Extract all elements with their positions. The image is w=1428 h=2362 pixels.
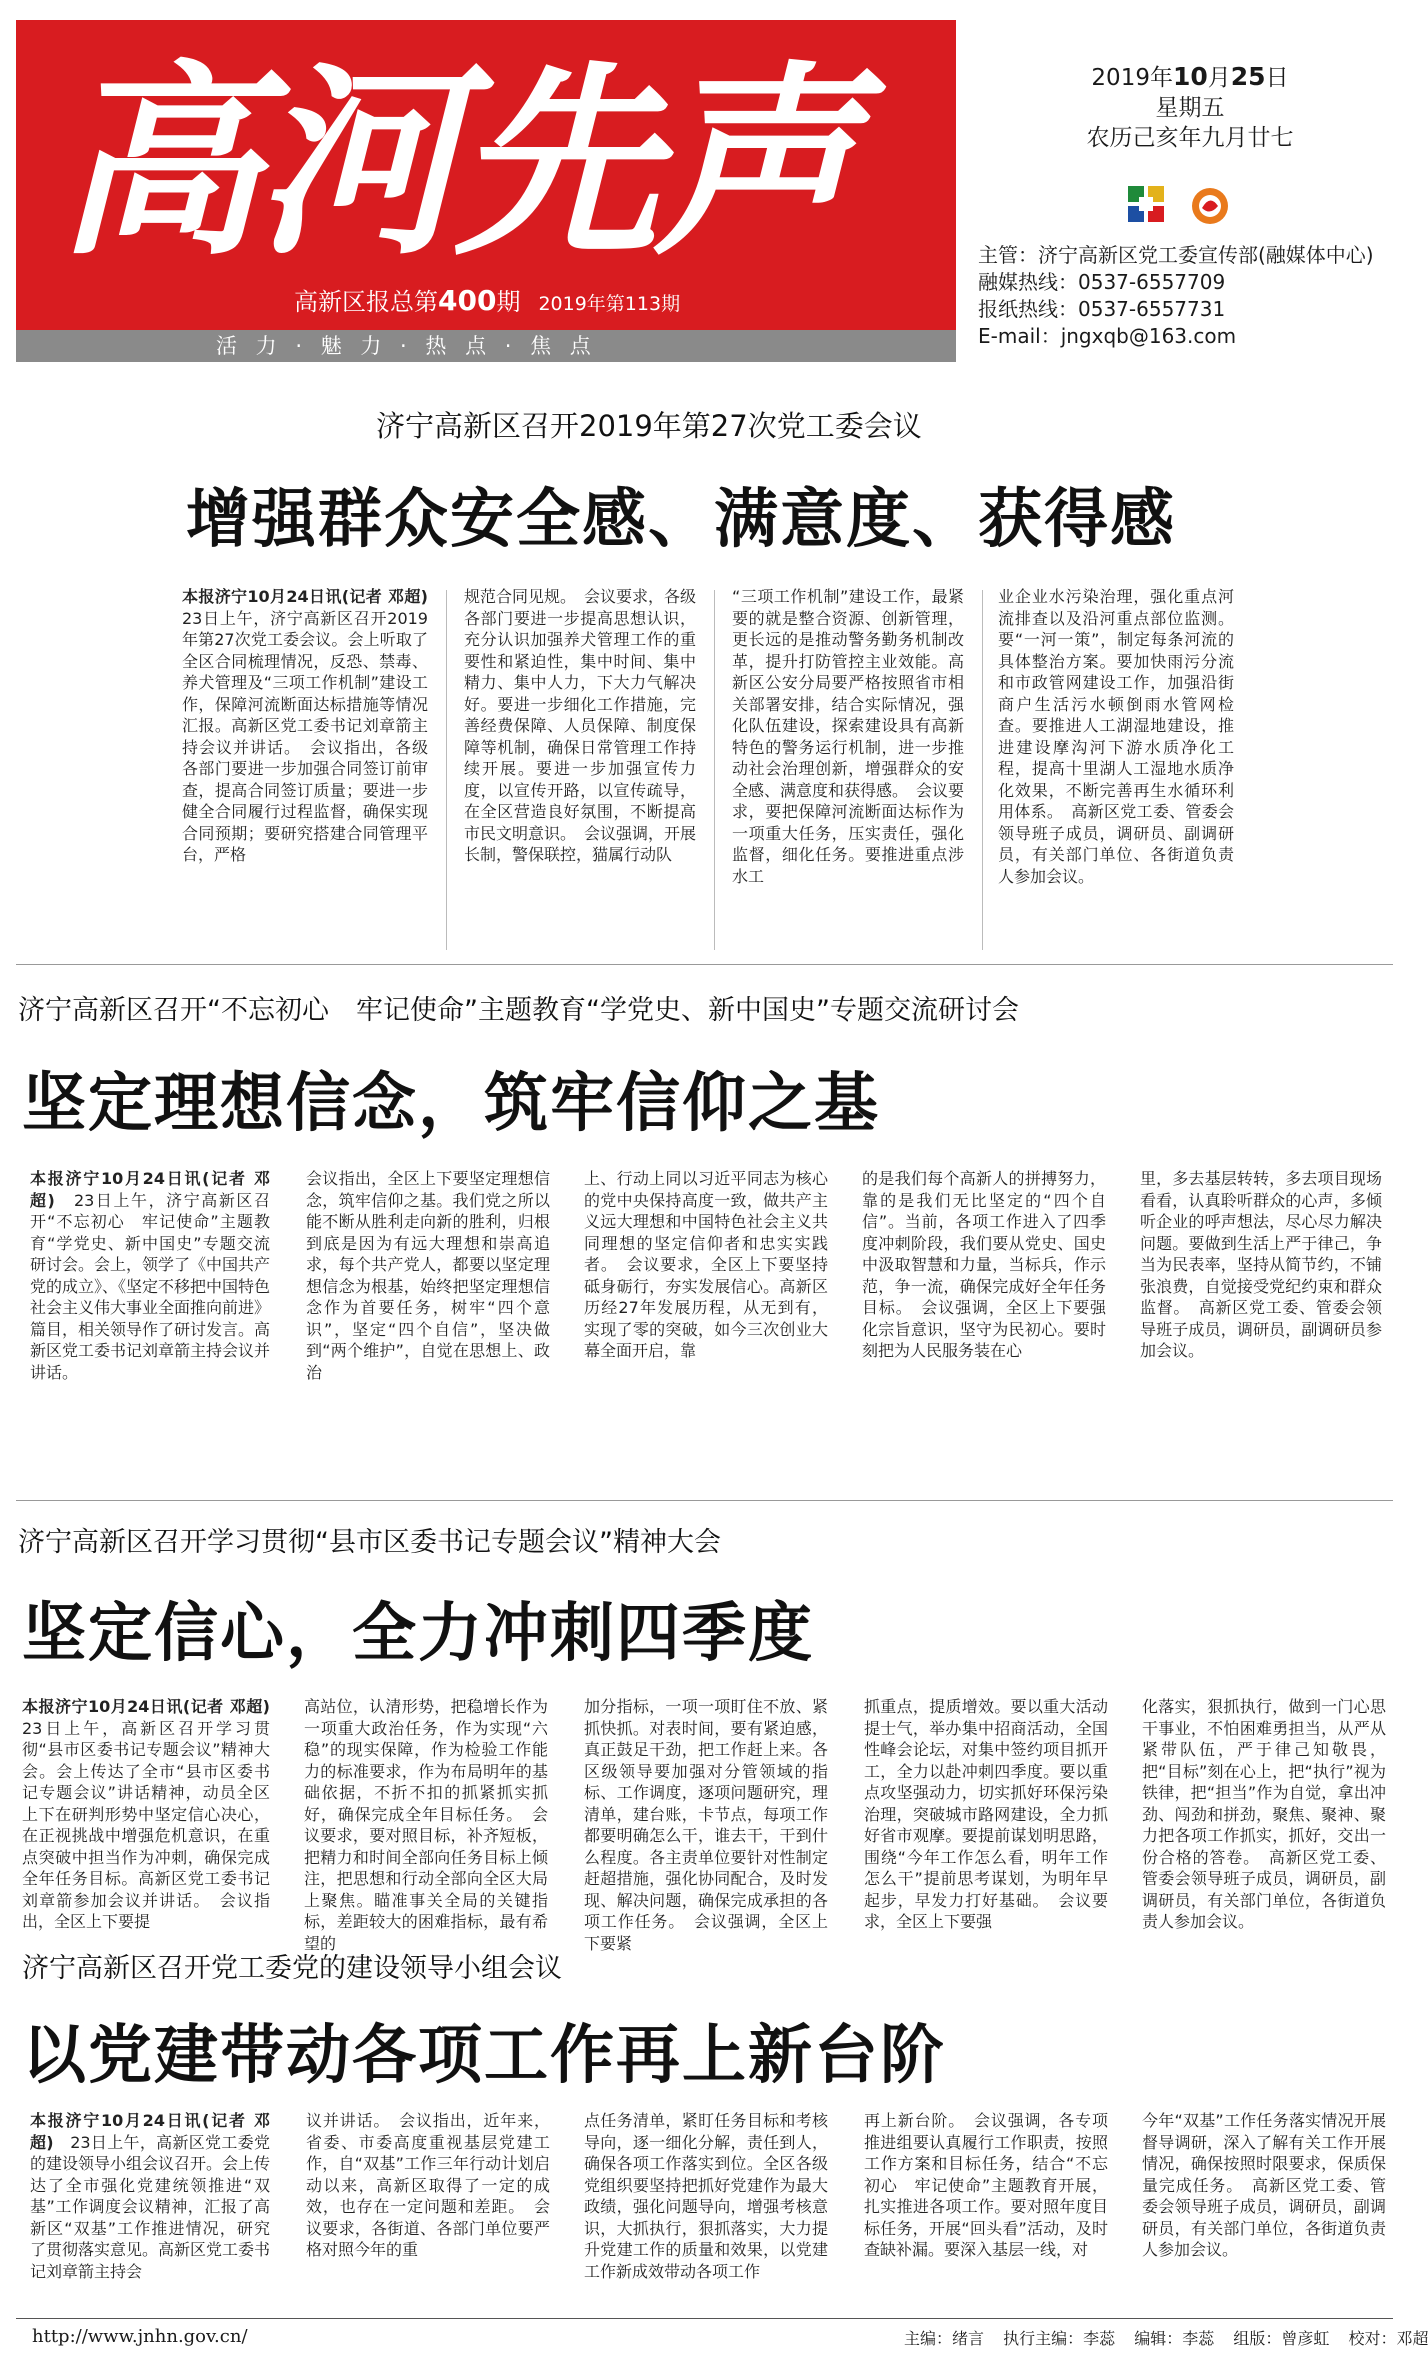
article2-headline: 坚定理想信念，筑牢信仰之基 [22,1067,880,1141]
article2-col1: 本报济宁10月24日讯(记者 邓超) 23日上午，济宁高新区召开“不忘初心 牢记使命”主题教育“学党史、新中国史”专题交流研讨会。会上，领学了《中国共产党的成立》、《坚定不移把中国特色社会主义伟大事业全面推向前进》篇目，相关领导作了研讨发言。高新区党工委书记刘章箭主持会议并讲话。 [30,1169,271,1382]
article1-col4: 业企业水污染治理，强化重点河流排查以及沿河重点部位监测。要“一河一策”，制定每条河流的具体整治方案。要加快雨污分流和市政管网建设工作，加强沿街商户生活污水顿倒雨水管网检查。要推进人工湖湿地建设，推进建设摩沟河下游水质净化工程，提高十里湖人工湿地水质净化效果，不断完善再生水循环利用体系。 高新区党工委、管委会领导班子成员，调研员、副调研员，有关部门单位、各街道负责人参加会议。 [998,587,1234,886]
article2-kicker: 济宁高新区召开“不忘初心 牢记使命”主题教育“学党史、新中国史”专题交流研讨会 [18,995,1019,1026]
article2-col2: 会议指出，全区上下要坚定理想信念，筑牢信仰之基。我们党之所以能不断从胜利走向新的胜利，归根到底是因为有远大理想和崇高追求，每个共产党人，都要以坚定理想信念为根基，始终把坚定理想信念作为首要任务，树牢“四个意识”，坚定“四个自信”，坚决做到“两个维护”，自觉在思想上、政治 [306,1169,550,1382]
article1-byline: 本报济宁10月24日讯(记者 邓超) [182,587,428,606]
article1-col3: “三项工作机制”建设工作，最紧要的就是整合资源、创新管理，更长远的是推动警务勤务机制改革，提升打防管控主业效能。高新区公安分局要严格按照省市相关部署安排，结合实际情况，强化队伍建设，探索建设具有高新特色的警务运行机制，进一步推动社会治理创新，增强群众的安全感、满意度和获得感。 会议要求，要把保障河流断面达标作为一项重大任务，压实责任，强化监督，细化任务。要推进重点涉水工 [732,587,965,886]
article4-kicker: 济宁高新区召开党工委党的建设领导小组会议 [22,1953,562,1984]
party-logo-icon [1128,186,1164,222]
section-rule [16,1500,1393,1501]
article3-byline: 本报济宁10月24日讯(记者 邓超) [22,1697,270,1716]
article4-col5: 今年“双基”工作任务落实情况开展督导调研，深入了解有关工作开展情况，确保按照时限要求，保质保量完成任务。 高新区党工委、管委会领导班子成员，调研员，副调研员，有关部门单位，各街道负责人参加会议。 [1142,2111,1386,2259]
article2-col4: 的是我们每个高新人的拼搏努力，靠的是我们无比坚定的“四个自信”。当前，各项工作进入了四季度冲刺阶段，我们要从党史、国史中汲取智慧和力量，当标兵，作示范，争一流，确保完成好全年任务目标。 会议强调，全区上下要强化宗旨意识，坚守为民初心。要时刻把为人民服务装在心 [862,1169,1106,1360]
article4-col2: 议并讲话。 会议指出，近年来，省委、市委高度重视基层党建工作，自“双基”工作三年行动计划启动以来，高新区取得了一定的成效，也存在一定问题和差距。 会议要求，各街道、各部门单位要严格对照今年的重 [306,2111,550,2259]
column-divider [446,590,447,950]
article4-headline: 以党建带动各项工作再上新台阶 [22,2019,946,2093]
section-rule [16,964,1393,965]
article1-headline: 增强群众安全感、满意度、获得感 [186,483,1176,557]
credit-layout: 组版：曾彦虹 [1233,2329,1330,2348]
article2-col3: 上、行动上同以习近平同志为核心的党中央保持高度一致，做共产主义远大理想和中国特色社会主义共同理想的坚定信仰者和忠实实践者。 会议要求，全区上下要坚持砥身砺行，夯实发展信心。高新区历经27年发展历程，从无到有，实现了零的突破，如今三次创业大幕全面开启，靠 [584,1169,828,1360]
article4-col3: 点任务清单，紧盯任务目标和考核导向，逐一细化分解，责任到人，确保各项工作落实到位。全区各级党组织要坚持把抓好党建作为最大政绩，强化问题导向，增强考核意识，大抓执行，狠抓落实，大力提升党建工作的质量和效果，以党建工作新成效带动各项工作 [584,2111,828,2281]
issue-info: 高新区报总第400期 2019年第113期 [294,284,681,317]
slogan-bar [16,330,956,362]
article3-col5: 化落实，狠抓执行，做到一门心思干事业，不怕困难勇担当，从严从紧带队伍，严于律己知敬畏，把“目标”刻在心上，把“执行”视为铁律，把“担当”作为自觉，拿出冲劲、闯劲和拼劲，聚焦、聚神、聚力把各项工作抓实，抓好，交出一份合格的答卷。 高新区党工委、管委会领导班子成员，调研员，副调研员，有关部门单位，各街道负责人参加会议。 [1142,1697,1386,1931]
credit-editor: 编辑：李蕊 [1134,2329,1215,2348]
year-issue: 2019年第113期 [538,293,681,315]
slogan: 活 力 · 魅 力 · 热 点 · 焦 点 [216,334,597,358]
footer-url-link[interactable]: http://www.jnhn.gov.cn/ [32,2326,248,2347]
article1-col1: 本报济宁10月24日讯(记者 邓超) 23日上午，济宁高新区召开2019年第27次党工委会议。会上听取了全区合同梳理情况，反恐、禁毒、养犬管理及“三项工作机制”建设工作，保障河流断面达标措施等情况汇报。高新区党工委书记刘章箭主持会议并讲话。 会议指出，各级各部门要进一步加强合同签订前审查，提高合同签订质量；要进一步健全合同履行过程监督，确保实现合同预期；要研究搭建合同管理平台，严格 [182,587,428,864]
article4-col1: 本报济宁10月24日讯(记者 邓超) 23日上午，高新区党工委党的建设领导小组会议召开。会上传达了全市强化党建统领推进“双基”工作调度会议精神，汇报了高新区“双基”工作推进情况，研究了贯彻落实意见。高新区党工委书记刘章箭主持会 [30,2111,271,2281]
date-line: 2019年10月25日 [1091,62,1289,91]
article1-kicker: 济宁高新区召开2019年第27次党工委会议 [376,409,922,443]
lunar-date: 农历己亥年九月廿七 [1086,125,1294,151]
column-divider [982,590,983,950]
article1-col2: 规范合同见规。 会议要求，各级各部门要进一步提高思想认识，充分认识加强养犬管理工作的重要性和紧迫性，集中时间、集中精力、集中人力，下大力气解决好。要进一步细化工作措施，完善经费保障、人员保障、制度保障等机制，确保日常管理工作持续开展。要进一步加强宣传力度，以宣传开路，以宣传疏导，在全区营造良好氛围，不断提高市民文明意识。 会议强调，开展长制，警保联控，猫属行动队 [464,587,697,864]
article3-col1: 本报济宁10月24日讯(记者 邓超) 23日上午，高新区召开学习贯彻“县市区委书记专题会议”精神大会。会上传达了全市“县市区委书记专题会议”讲话精神，动员全区上下在研判形势中坚定信心决心，在正视挑战中增强危机意识，在重点突破中担当作为冲刺，确保完成全年任务目标。高新区党工委书记刘章箭参加会议并讲话。 会议指出，全区上下要提 [22,1697,270,1931]
article2-byline: 本报济宁10月24日讯(记者 邓超) [30,1169,270,1210]
issue-number: 400 [438,284,497,317]
masthead-title: 高河先声 [56,43,852,283]
footer-rule [16,2318,1393,2319]
article3-col3: 加分指标，一项一项盯住不放、紧抓快抓。对表时间，要有紧迫感，真正鼓足干劲，把工作赶上来。各区级领导要加强对分管领域的指标、工作调度，逐项问题研究，理清单，建台账，卡节点，每项工作都要明确怎么干，谁去干，干到什么程度。各主责单位要针对性制定赶超措施，强化协同配合，及时发现、解决问题，确保完成承担的各项工作任务。 会议强调，全区上下要紧 [584,1697,828,1953]
article2-col5: 里，多去基层转转，多去项目现场看看，认真聆听群众的心声，多倾听企业的呼声想法，尽心尽力解决问题。要做到生活上严于律己，争当为民表率，坚持从简节约，不铺张浪费，自觉接受党纪约束和群众监督。 高新区党工委、管委会领导班子成员，调研员，副调研员参加会议。 [1140,1169,1382,1360]
article3-kicker: 济宁高新区召开学习贯彻“县市区委书记专题会议”精神大会 [18,1527,721,1558]
date-block [1060,62,1320,153]
article3-col2: 高站位，认清形势，把稳增长作为一项重大政治任务，作为实现“六稳”的现实保障，作为检验工作能力的标准要求，作为布局明年的基础依据，不折不扣的抓紧抓实抓好，确保完成全年目标任务。 会议要求，要对照目标，补齐短板，把精力和时间全部向任务目标上倾注，把思想和行动全部向全区大局上聚焦。瞄准事关全局的关键指标，差距较大的困难指标，最有希望的 [304,1697,548,1953]
credit-proof: 校对：邓超 [1348,2329,1428,2348]
article3-col4: 抓重点，提质增效。要以重大活动提士气，举办集中招商活动，全国性峰会论坛，对集中签约项目抓开工，全力以赴冲刺四季度。要以重点攻坚强动力，切实抓好环保污染治理，突破城市路网建设，全力抓好省市观摩。要提前谋划明思路，围绕“今年工作怎么看，明年工作怎么干”提前思考谋划，为明年早起步，早发力打好基础。 会议要求，全区上下要强 [864,1697,1108,1931]
hotline: 融媒热线：0537-6557709 [978,270,1226,294]
host-line: 主管：济宁高新区党工委宣传部(融媒体中心) [978,243,1374,267]
contact-info [978,242,1398,350]
credit-exec-editor: 执行主编：李蕊 [1003,2329,1116,2348]
column-divider [714,590,715,950]
footer-credits [890,2326,1428,2349]
masthead [16,20,956,362]
article4-col4: 再上新台阶。 会议强调，各专项推进组要认真履行工作职责，按照工作方案和目标任务，结合“不忘初心 牢记使命”主题教育开展，扎实推进各项工作。要对照年度目标任务，开展“回头看”活动，及时查缺补漏。要深入基层一线，对 [864,2111,1108,2259]
logos [1128,182,1238,230]
article3-headline: 坚定信心，全力冲刺四季度 [22,1597,814,1671]
credit-chief-editor: 主编：绪言 [904,2329,985,2348]
weekday: 星期五 [1155,95,1225,121]
email[interactable]: E-mail：jngxqb@163.com [978,324,1237,348]
media-logo-icon [1190,186,1230,226]
article4-byline: 本报济宁10月24日讯(记者 邓超) [30,2111,270,2152]
news-hotline: 报纸热线：0537-6557731 [978,297,1226,321]
